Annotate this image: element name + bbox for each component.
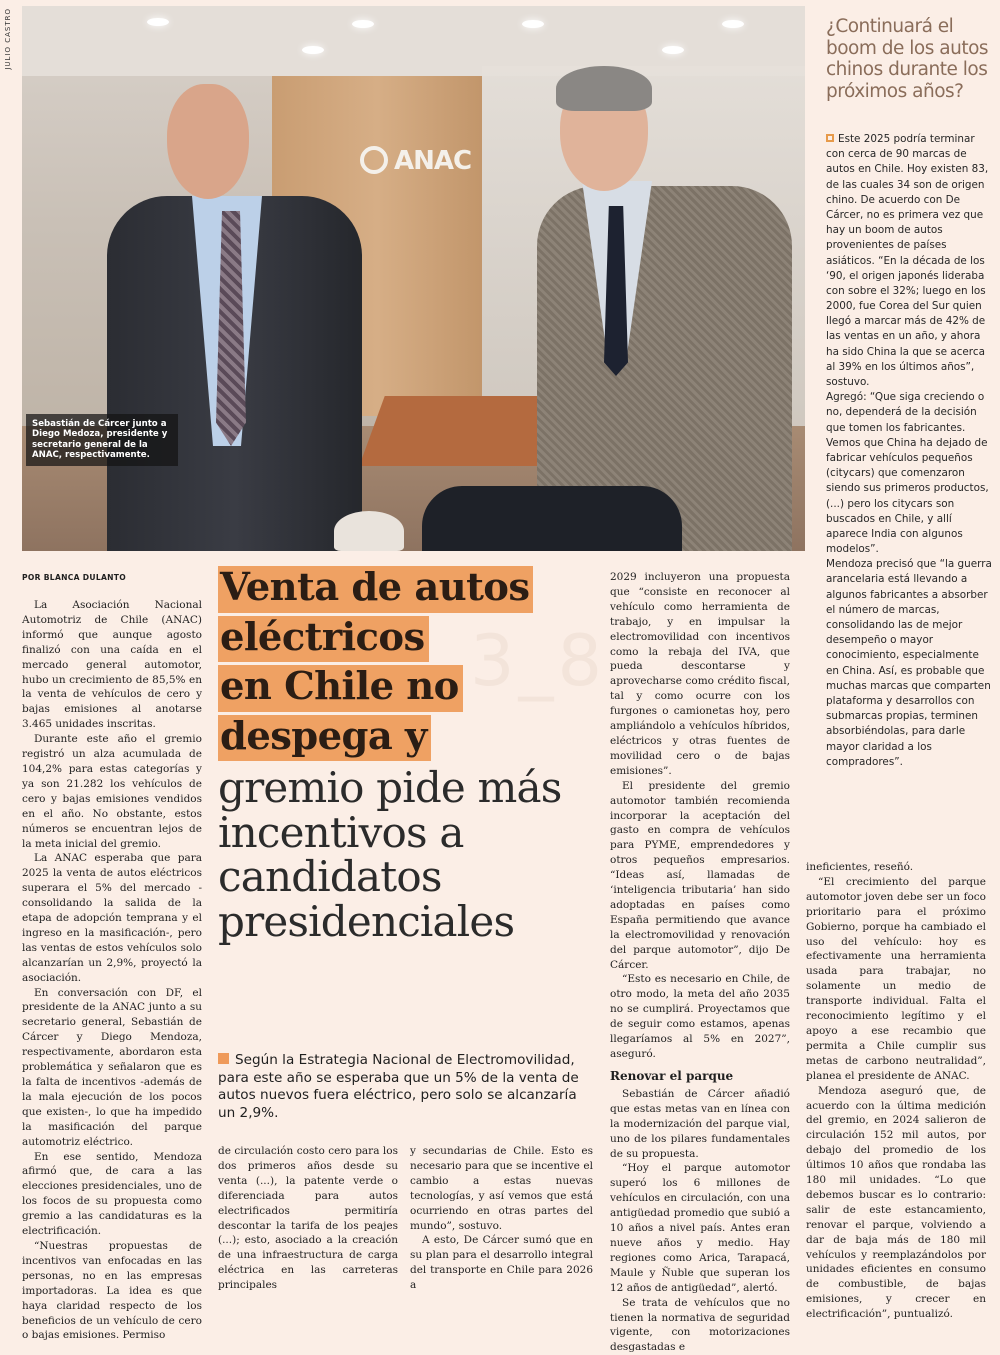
body-paragraph: Se trata de vehículos que no tienen la normativa de seguridad vigente, con motorizaciones desgastadas e [610,1296,790,1354]
photo-caption: Sebastián de Cárcer junto a Diego Medoza, presidente y secretario general de la ANAC, respectivamente. [26,414,178,466]
anac-logo-icon [360,146,388,174]
body-column-2 [610,570,790,1355]
subheading: Renovar el parque [610,1068,734,1083]
body-paragraph: ineficientes, reseñó. [806,861,914,873]
photo-bowl [334,511,404,551]
sidebar-box [814,6,992,836]
summary-blurb [218,1052,596,1123]
body-paragraph: y secundarias de Chile. Esto es necesario para que se incentive el cambio a estas nuevas tecnologías, y así vemos que está ocurriendo en otras partes del mundo”, sostuvo. [410,1145,593,1232]
body-paragraph: La ANAC esperaba que para 2025 la venta de autos eléctricos superara el 5% del mercado -consolidando la salida de la etapa de adopción temprana y el ingreso en la masificación-, pero las ventas de estos vehículos solo alcanzarían un 2,9%, proyectó la asociación. [22,852,202,984]
anac-logo-text: ANAC [394,146,472,176]
sidebar-paragraph: Mendoza precisó que “la guerra arancelaria está llevando a algunos fabricantes a absorber el número de marcas, consolidando las de mejor desempeño o mayor conocimiento, especialmente en China. Así, es probable que muchas marcas que comparten plataforma y desarrollos con submarcas propias, terminen absorbiéndolas, para darle mayor claridad a los compradores”. [826,558,992,768]
person-left-head [167,84,249,199]
background-watermark: 3_8 [470,620,607,702]
headline-light: gremio pide más incentivos a candidatos presidenciales [218,763,562,946]
body-paragraph: “Nuestras propuestas de incentivos van enfocadas en las personas, no en las empresas importadoras. La idea es que haya claridad respecto de los beneficios de un vehículo de cero o bajas emisiones. Permiso [22,1239,202,1342]
body-paragraph: Mendoza aseguró que, de acuerdo con la última medición del gremio, en 2024 salieron de circulación 152 mil autos, por debajo del promedio de los últimos 10 años que rondaba las 180 mil unidades. “Lo que debemos buscar es lo contrario: salir de este estancamiento, renovar el parque, volviendo a dar de baja más de 180 mil vehículos y reemplazándolos por unidades eficientes en consumo de combustible, de bajas emisiones, y crecer en electrificación”, puntualizó. [806,1084,986,1321]
photo-credit: JULIO CASTRO [4,8,12,70]
body-paragraph: “Esto es necesario en Chile, de otro modo, la meta del año 2035 no se cumplirá. Proyectamos que de seguir como estamos, apenas llegaríamos al 5% en 2027”, aseguró. [610,973,790,1060]
square-bullet-icon [826,134,834,142]
body-paragraph: La Asociación Nacional Automotriz de Chile (ANAC) informó que aunque agosto finalizó con una caída en el mercado general automotor, hubo un crecimiento de 85,5% en la venta de vehículos de cero y bajas emisiones al anotarse 3.465 unidades inscritas. [22,599,202,731]
headline-bold-line: despega y [218,715,431,762]
body-paragraph: “El crecimiento del parque automotor joven debe ser un foco prioritario para el próximo Gobierno, porque ha cambiado el uso del vehículo: hoy es efectivamente una herramienta usada para trabajar, no solamente un medio de transporte individual. Falta el reconocimiento legítimo y el apoyo a ese recambio que permita a Chile cumplir sus metas de carbono neutralidad”, planea el presidente de ANAC. [806,875,986,1082]
body-column-4 [410,1144,593,1293]
person-right-hair [556,66,652,111]
byline: POR BLANCA DULANTO [22,573,127,582]
summary-text: Según la Estrategia Nacional de Electromovilidad, para este año se esperaba que un 5% de la venta de autos nuevos fuera eléctrico, pero solo se alcanzaría un 2,9%. [218,1052,579,1122]
headline-bold-line: en Chile no [218,665,463,712]
headline [218,566,603,944]
headline-bold-line: eléctricos [218,616,429,663]
person-right-legs [422,486,682,551]
sidebar-question: ¿Continuará el boom de los autos chinos durante los próximos años? [826,16,989,102]
body-paragraph: El presidente del gremio automotor también recomienda incorporar la aceptación del gasto en compra de vehículos para PYME, emprendedores y otros pequeños empresarios. “Ideas así, llamadas de ‘inteligencia tributaria’ han sido adoptadas en países como España permitiendo que avance la electromovilidad y renovación del parque automotor”, dijo De Cárcer. [610,779,790,971]
square-bullet-icon [218,1053,229,1064]
body-paragraph: En ese sentido, Mendoza afirmó que, de cara a las elecciones presidenciales, uno de los focos de su propuesta como gremio a las candidaturas es la electrificación. [22,1150,202,1238]
article-photo [22,6,805,551]
sidebar-paragraph: Agregó: “Que siga creciendo o no, dependerá de la decisión que tomen los fabricantes. Vemos que China ha dejado de fabricar vehículos pequeños (citycars) que comenzaron siendo sus primeros productos, (...) pero los citycars son buscados en Chile, y allí aparece India con algunos modelos”. [826,391,989,556]
body-column-1 [22,598,202,1343]
body-paragraph: A esto, De Cárcer sumó que en su plan para el desarrollo integral del transporte en Chile para 2026 a [410,1234,593,1292]
body-paragraph: de circulación costo cero para los dos primeros años desde su venta (...), la patente verde o diferenciada para autos electrificados permitiría descontar la tarifa de los peajes (...); esto, asociado a la creación de una infraestructura de carga eléctrica en las carreteras principales [218,1145,398,1292]
sidebar-body [814,126,992,770]
body-paragraph: Sebastián de Cárcer añadió que estas metas van en línea con la modernización del parque vial, uno de los pilares fundamentales de su propuesta. [610,1087,790,1160]
body-paragraph: Durante este año el gremio registró un alza acumulada de 104,2% para estas categorías y ya son 21.282 los vehículos de cero y bajas emisiones vendidos en el año. No obstante, estos números se encuentran lejos de la meta inicial del gremio. [22,733,202,850]
body-column-5 [806,860,986,1322]
sidebar-paragraph: Este 2025 podría terminar con cerca de 90 marcas de autos en Chile. Hoy existen 83, de las cuales 34 son de origen chino. De acuerdo con De Cárcer, no es primera vez que hay un boom de autos provenientes de países asiáticos. “En la década de los ‘90, el origen japonés lideraba con sobre el 32%; luego en los 2000, fue Corea del Sur quien llegó a marcar más de 42% de las ventas en un año, y ahora ha sido China la que se acerca al 39% en los últimos años”, sostuvo. [826,133,989,388]
headline-bold-line: Venta de autos [218,566,533,613]
body-column-3 [218,1144,398,1293]
body-paragraph: “Hoy el parque automotor superó los 6 millones de vehículos en circulación, con una antigüedad promedio que subió a 10 años a nivel país. Antes eran nueve años y medio. Hay regiones como Arica, Tarapacá, Maule y Ñuble que superan los 12 años de antigüedad”, alertó. [610,1162,790,1294]
body-paragraph: En conversación con DF, el presidente de la ANAC junto a su secretario general, Sebastián de Cárcer y Diego Mendoza, respectivamente, abordaron esta problemática y señalaron que es la falta de incentivos -además de la mala ejecución de los pocos que existen-, lo que ha impedido la masificación del parque automotriz eléctrico. [22,986,202,1148]
body-paragraph: 2029 incluyeron una propuesta que “consiste en reconocer al vehículo como herramienta de trabajo, y en impulsar la electromovilidad con incentivos como la rebaja del IVA, que pueda descontarse y aprovecharse como crédito fiscal, tal y como ocurre con los furgones o camionetas hoy, pero ampliándolo a vehículos híbridos, eléctricos y otras fuentes de movilidad cero o de bajas emisiones”. [610,571,790,777]
